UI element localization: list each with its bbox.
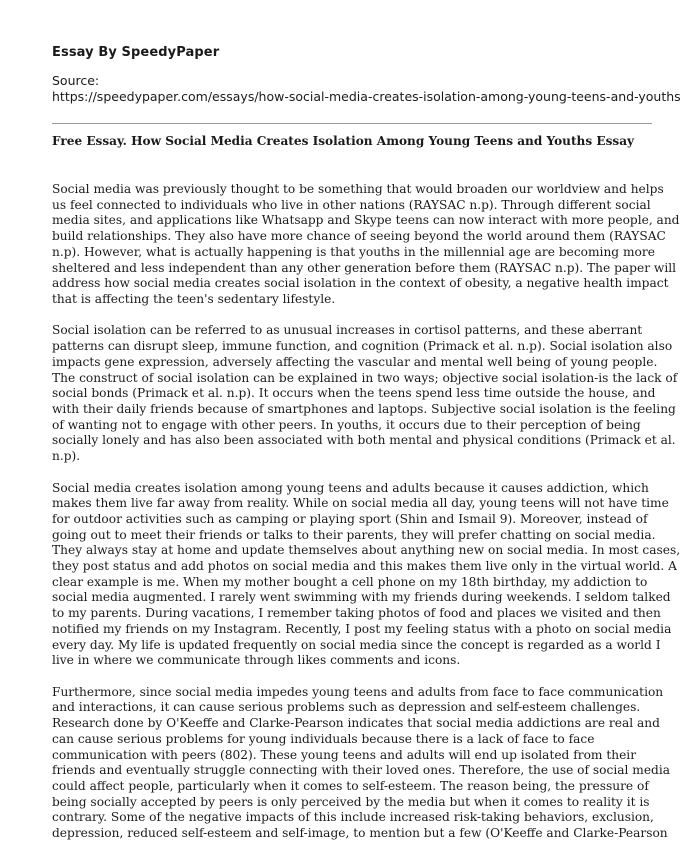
text-line: us feel connected to individuals who live in other nations (RAYSAC n.p). Through different social bbox=[52, 197, 651, 212]
text-line: depression, reduced self-esteem and self-image, to mention but a few (O'Keeffe and Clarke-Pearson bbox=[52, 826, 668, 841]
text-line: sheltered and less independent than any other generation before them (RAYSAC n.p). The paper will bbox=[52, 260, 677, 275]
text-line: n.p). bbox=[52, 449, 81, 464]
text-line: of wanting not to engage with other peers. In youths, it occurs due to their perception of being bbox=[52, 417, 641, 432]
source-label: Source: bbox=[52, 73, 100, 88]
text-line: could affect people, particularly when it comes to self-esteem. The reason being, the pressure of bbox=[52, 779, 649, 793]
text-line: they post status and add photos on social media and this makes them live only in the virtual world. A bbox=[52, 559, 677, 574]
text-line: n.p). However, what is actually happening is that youths in the millennial age are becoming more bbox=[52, 244, 655, 259]
text-line: for outdoor activities such as camping or playing sport (Shin and Ismail 9). Moreover, instead of bbox=[52, 511, 648, 526]
text-line: being socially accepted by peers is only perceived by the media but when it comes to reality it is bbox=[52, 794, 650, 809]
text-line: Furthermore, since social media impedes young teens and adults from face to face communication bbox=[52, 684, 664, 699]
text-line: Social isolation can be referred to as unusual increases in cortisol patterns, and these aberrant bbox=[52, 323, 643, 338]
paragraph-4 bbox=[52, 684, 670, 842]
text-line: social bonds (Primack et al. n.p). It occurs when the teens spend less time outside the house, and bbox=[52, 386, 656, 401]
text-line: communication with peers (802). These young teens and adults will end up isolated from their bbox=[52, 747, 637, 762]
essay-body bbox=[52, 182, 681, 858]
text-line: with their daily friends because of smartphones and laptops. Subjective social isolation is the feeling bbox=[52, 401, 676, 416]
header-divider bbox=[52, 123, 652, 124]
text-line: Social media was previously thought to be something that would broaden our worldview and helps bbox=[52, 182, 664, 196]
text-line: going out to meet their friends or talks to their parents, they will prefer chatting on social media. bbox=[52, 527, 656, 542]
text-line: socially lonely and has also been associated with both mental and physical conditions (Primack et al. bbox=[52, 433, 676, 448]
paragraph-2 bbox=[52, 323, 678, 464]
source-url: https://speedypaper.com/essays/how-social-media-creates-isolation-among-young-teens-and-youths bbox=[52, 89, 681, 104]
text-line: can cause serious problems for young individuals because there is a lack of face to face bbox=[52, 731, 595, 746]
text-line: address how social media creates social isolation in the context of obesity, a negative health impact bbox=[52, 276, 669, 291]
paragraph-1 bbox=[52, 182, 680, 308]
text-line: Social media creates isolation among young teens and adults because it causes addiction, which bbox=[52, 480, 649, 495]
text-line: impacts gene expression, adversely affecting the vascular and mental well being of young people. bbox=[52, 354, 658, 369]
text-line: patterns can disrupt sleep, immune function, and cognition (Primack et al. n.p). Social isolation also bbox=[52, 339, 673, 354]
text-line: contrary. Some of the negative impacts of this include increased risk-taking behaviors, exclusion, bbox=[52, 810, 654, 825]
text-line: and interactions, it can cause serious problems such as depression and self-esteem challenges. bbox=[52, 700, 641, 715]
text-line: media sites, and applications like Whatsapp and Skype teens can now interact with more people, and bbox=[52, 213, 680, 228]
text-line: notified my friends on my Instagram. Recently, I post my feeling status with a photo on social media bbox=[52, 621, 672, 636]
text-line: every day. My life is updated frequently on social media since the concept is regarded as a world I bbox=[52, 637, 661, 652]
document-header-title: Essay By SpeedyPaper bbox=[52, 45, 220, 60]
text-line: Research done by O'Keeffe and Clarke-Pearson indicates that social media addictions are real and bbox=[52, 716, 660, 731]
essay-title: Free Essay. How Social Media Creates Isolation Among Young Teens and Youths Essay bbox=[52, 134, 635, 148]
text-line: that is affecting the teen's sedentary lifestyle. bbox=[52, 291, 336, 306]
text-line: live in where we communicate through likes comments and icons. bbox=[52, 653, 461, 668]
text-line: friends and eventually struggle connecting with their loved ones. Therefore, the use of social media bbox=[52, 763, 670, 778]
text-line: They always stay at home and update themselves about anything new on social media. In most cases, bbox=[52, 543, 681, 558]
text-line: build relationships. They also have more chance of seeing beyond the world around them (RAYSAC bbox=[52, 229, 666, 244]
text-line: The construct of social isolation can be explained in two ways; objective social isolation-is the lack of bbox=[52, 370, 678, 385]
text-line: clear example is me. When my mother bought a cell phone on my 18th birthday, my addiction to bbox=[52, 574, 648, 589]
text-line: social media augmented. I rarely went swimming with my friends during weekends. I seldom talked bbox=[52, 590, 671, 605]
text-line: makes them live far away from reality. While on social media all day, young teens will not have time bbox=[52, 496, 669, 511]
text-line: to my parents. During vacations, I remember taking photos of food and places we visited and then bbox=[52, 606, 661, 621]
paragraph-3 bbox=[52, 480, 681, 669]
